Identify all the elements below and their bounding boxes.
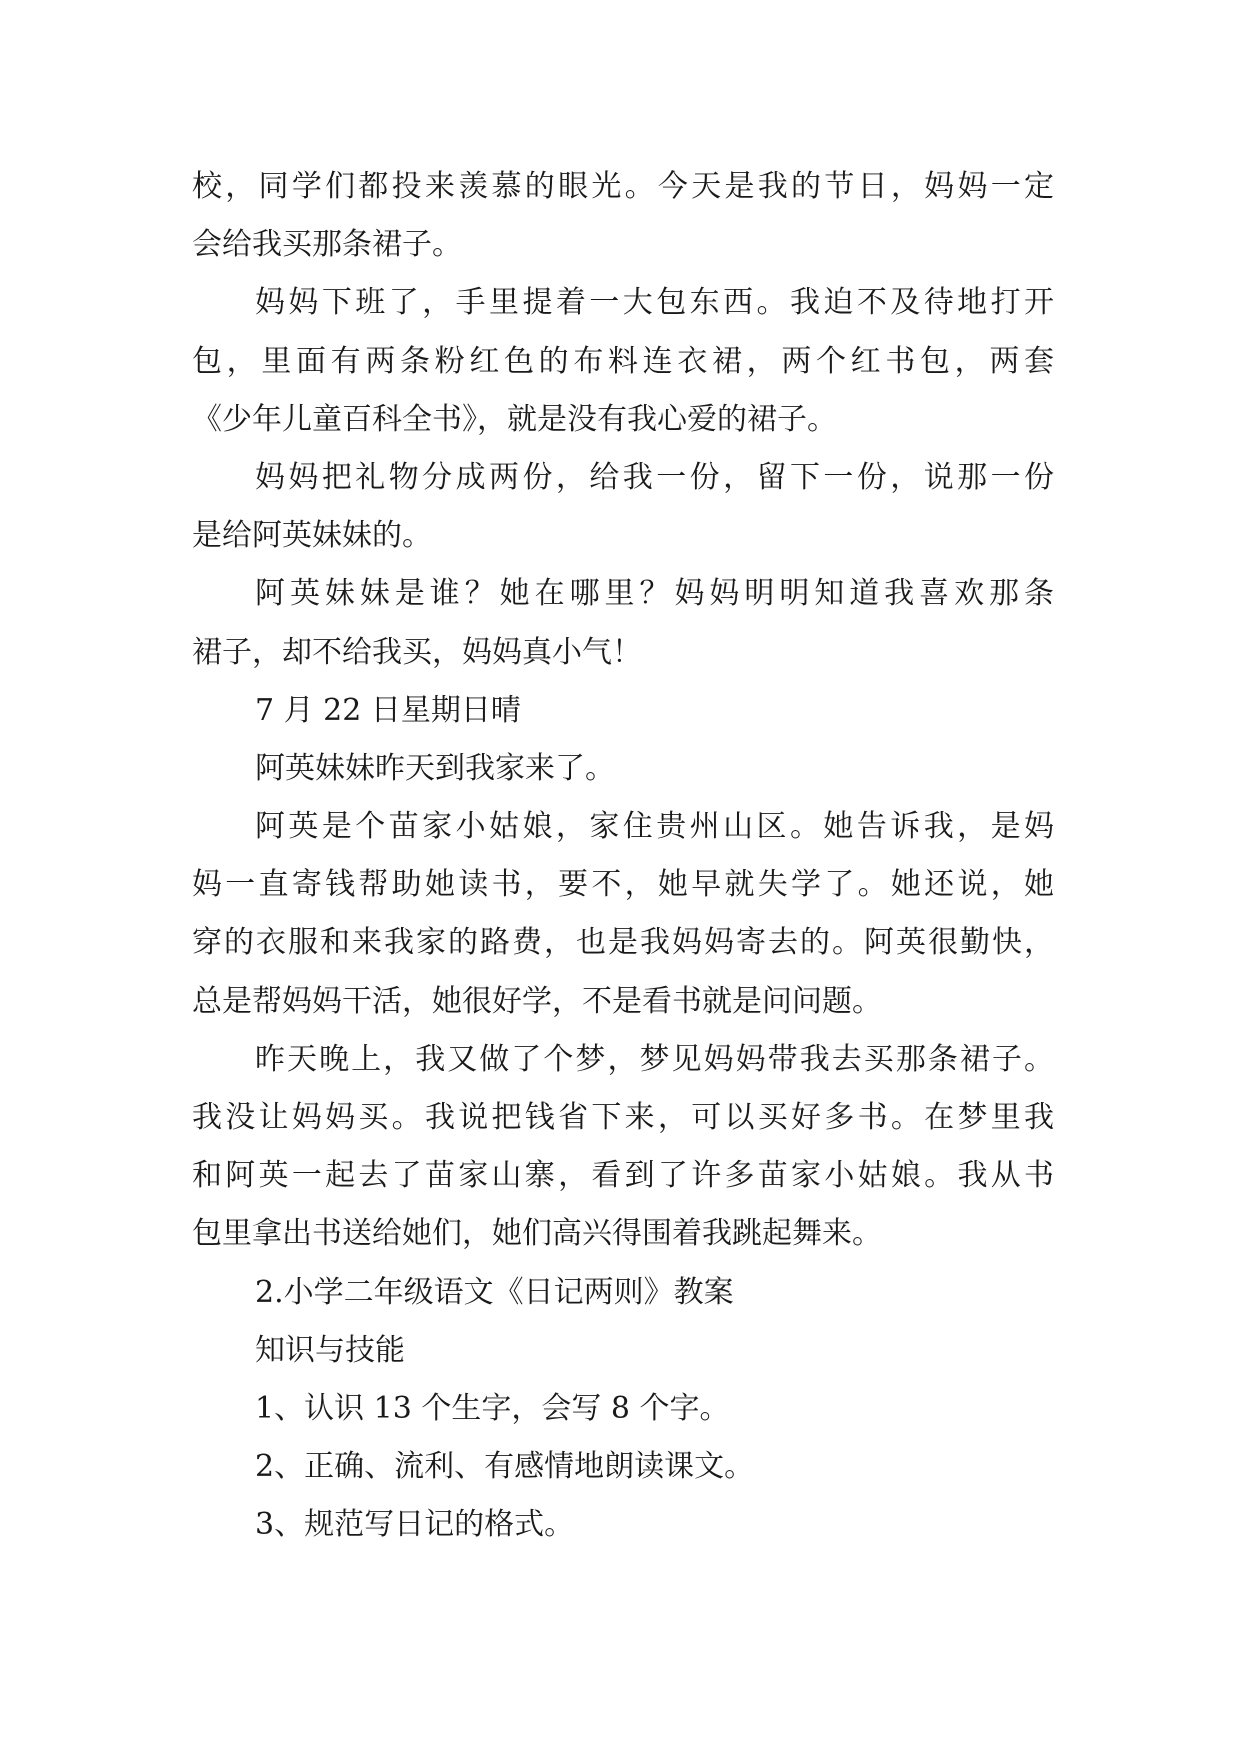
- document-page: [192, 158, 1054, 1555]
- text-line: 妈妈把礼物分成两份，给我一份，留下一份，说那一份: [255, 459, 1054, 495]
- text-line: 阿英是个苗家小姑娘，家住贵州山区。她告诉我，是妈: [255, 809, 1054, 845]
- text-line: 《少年儿童百科全书》，就是没有我心爱的裙子。: [192, 401, 837, 437]
- text-line: 和阿英一起去了苗家山寨，看到了许多苗家小姑娘。我从书: [192, 1158, 1054, 1194]
- text-line: 穿的衣服和来我家的路费，也是我妈妈寄去的。阿英很勤快，: [192, 925, 1054, 961]
- text-line: 妈妈下班了，手里提着一大包东西。我迫不及待地打开: [255, 285, 1054, 321]
- text-line: 阿英妹妹昨天到我家来了。: [255, 750, 615, 786]
- text-line: 7 月 22 日星期日晴: [255, 692, 521, 728]
- text-line: 2、正确、流利、有感情地朗读课文。: [255, 1449, 755, 1485]
- text-line: 裙子，却不给我买，妈妈真小气！: [192, 634, 642, 670]
- text-line: 3、规范写日记的格式。: [255, 1507, 575, 1543]
- text-line: 妈一直寄钱帮助她读书，要不，她早就失学了。她还说，她: [192, 867, 1054, 903]
- text-line: 昨天晚上，我又做了个梦，梦见妈妈带我去买那条裙子。: [255, 1041, 1054, 1077]
- text-line: 2.小学二年级语文《日记两则》教案: [255, 1274, 734, 1310]
- text-line: 我没让妈妈买。我说把钱省下来，可以买好多书。在梦里我: [192, 1100, 1054, 1135]
- text-line: 会给我买那条裙子。: [192, 227, 462, 263]
- text-line: 是给阿英妹妹的。: [192, 518, 432, 554]
- text-line: 包，里面有两条粉红色的布料连衣裙，两个红书包，两套: [192, 343, 1054, 379]
- text-line: 阿英妹妹是谁？她在哪里？妈妈明明知道我喜欢那条: [255, 576, 1054, 612]
- text-line: 总是帮妈妈干活，她很好学，不是看书就是问问题。: [192, 983, 882, 1019]
- text-line: 1、认识 13 个生字，会写 8 个字。: [255, 1390, 730, 1426]
- text-line: 校，同学们都投来羡慕的眼光。今天是我的节日，妈妈一定: [192, 169, 1054, 204]
- text-line: 知识与技能: [255, 1332, 405, 1368]
- text-line: 包里拿出书送给她们，她们高兴得围着我跳起舞来。: [192, 1216, 882, 1252]
